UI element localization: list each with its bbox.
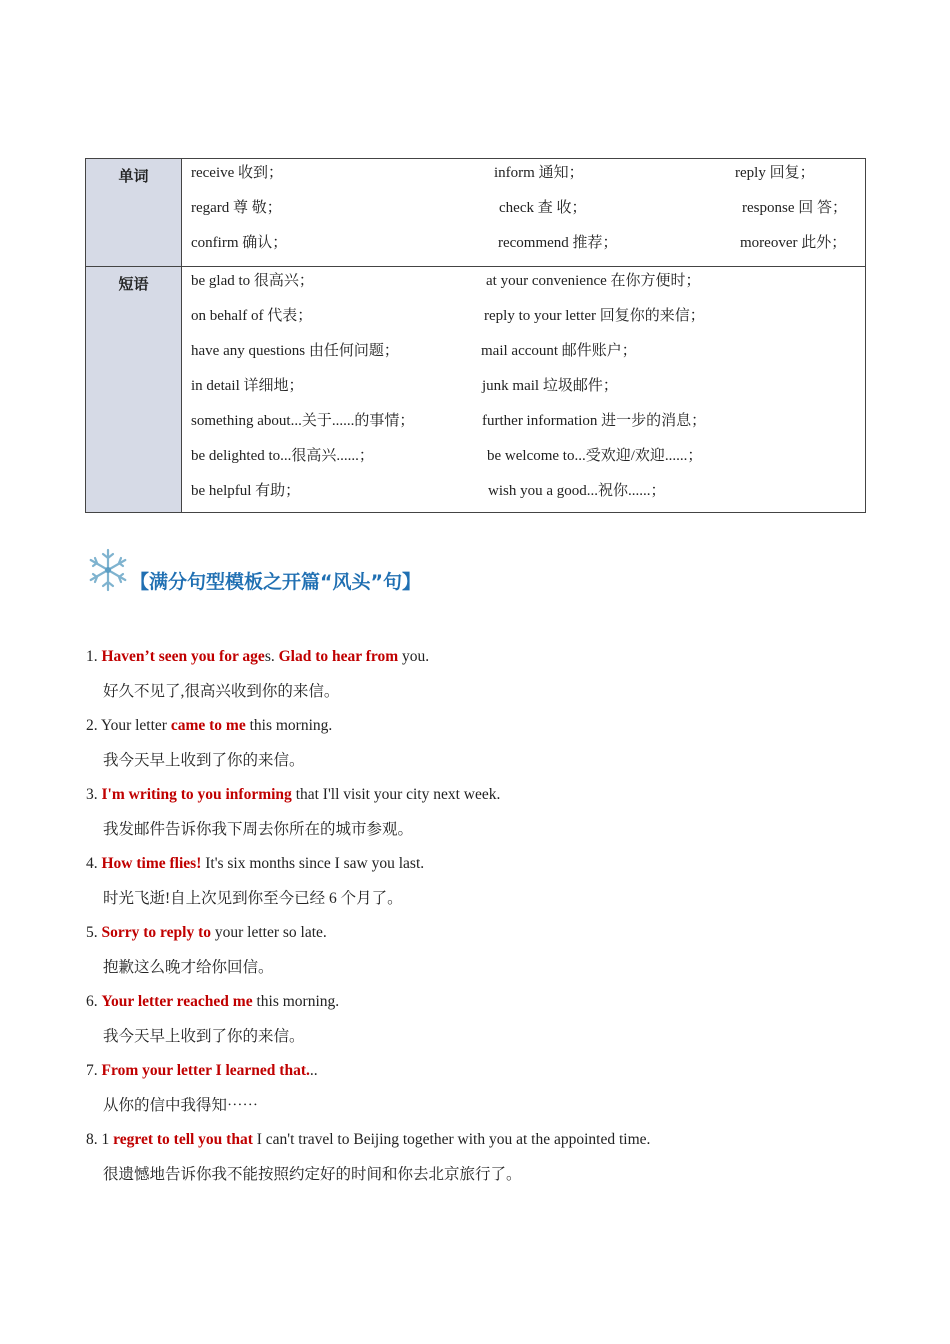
sentence-number: 1. — [86, 648, 102, 665]
english-sentence — [86, 921, 327, 945]
phrases-row — [86, 267, 866, 513]
phrase-entry: reply to your letter 回复你的来信； — [484, 308, 705, 324]
chinese-translation: 很遗憾地告诉你我不能按照约定好的时间和你去北京旅行了。 — [103, 1166, 522, 1183]
sentence-text: that I'll visit your city next week. — [291, 786, 501, 803]
highlighted-phrase: From your letter I learned that. — [101, 1062, 310, 1079]
phrase-entry: in detail 详细地； — [191, 378, 304, 394]
phrase-entry: mail account 邮件账户； — [481, 343, 637, 359]
word-entry: regard 尊 敬； — [191, 200, 282, 216]
highlighted-phrase: Glad to hear from — [278, 648, 399, 665]
highlighted-phrase: regret to tell you that — [113, 1131, 253, 1148]
section-title: 【满分句型模板之开篇“风头”句】 — [130, 571, 421, 593]
phrases-line — [191, 302, 865, 337]
sentence-item — [86, 852, 886, 921]
sentence-number: 8. — [86, 1131, 102, 1148]
english-sentence — [86, 990, 339, 1014]
highlighted-phrase: Sorry to reply to — [101, 924, 211, 941]
sentence-number: 4. — [86, 855, 102, 872]
english-sentence — [86, 852, 424, 876]
sentence-item — [86, 1128, 886, 1197]
sentence-item — [86, 645, 886, 714]
phrases-label: 短语 — [86, 267, 182, 513]
sentence-text: 1 — [101, 1131, 114, 1148]
highlighted-phrase: How time flies! — [101, 855, 202, 872]
chinese-translation: 我今天早上收到了你的来信。 — [103, 752, 305, 769]
sentence-text: I can't travel to Beijing together with you at the appointed time. — [252, 1131, 651, 1148]
phrase-entry: be welcome to...受欢迎/欢迎......； — [487, 448, 703, 464]
highlighted-phrase: I'm writing to you informing — [101, 786, 292, 803]
word-entry: reply 回复； — [735, 165, 815, 181]
word-entry: confirm 确认； — [191, 235, 288, 251]
phrase-entry: be helpful 有助； — [191, 483, 301, 499]
word-entry: check 查 收； — [499, 200, 587, 216]
sentence-text: Your letter — [100, 717, 171, 734]
sentence-text: .. — [309, 1062, 318, 1079]
sentence-number: 7. — [86, 1062, 102, 1079]
phrase-entry: be delighted to...很高兴......； — [191, 448, 374, 464]
sentence-text: this morning. — [245, 717, 333, 734]
phrase-entry: junk mail 垃圾邮件； — [482, 378, 618, 394]
sentence-item — [86, 990, 886, 1059]
english-sentence — [86, 645, 429, 669]
chinese-translation: 时光飞逝!自上次见到你至今已经 6 个月了。 — [103, 890, 403, 907]
words-row — [86, 159, 866, 267]
sentence-text: your letter so late. — [210, 924, 327, 941]
phrases-cell — [182, 267, 866, 513]
phrases-line — [191, 372, 865, 407]
chinese-translation: 从你的信中我得知⋯⋯ — [103, 1097, 259, 1114]
sentence-item — [86, 783, 886, 852]
english-sentence — [86, 1128, 650, 1152]
snowflake-icon — [86, 547, 130, 593]
word-entry: recommend 推荐； — [498, 235, 618, 251]
highlighted-phrase: came to me — [170, 717, 246, 734]
highlighted-phrase: Your letter reached me — [101, 993, 253, 1010]
words-line — [191, 229, 865, 264]
phrase-entry: be glad to 很高兴； — [191, 273, 314, 289]
phrases-line — [191, 337, 865, 372]
words-cell — [182, 159, 866, 267]
phrase-entry: further information 进一步的消息； — [482, 413, 707, 429]
phrase-entry: at your convenience 在你方便时； — [486, 273, 701, 289]
chinese-translation: 我今天早上收到了你的来信。 — [103, 1028, 305, 1045]
sentence-text: this morning. — [252, 993, 340, 1010]
sentence-list — [86, 645, 886, 1197]
words-line — [191, 194, 865, 229]
word-entry: inform 通知； — [494, 165, 584, 181]
words-line — [191, 159, 865, 194]
english-sentence — [86, 1059, 318, 1083]
word-entry: response 回 答； — [742, 200, 847, 216]
word-entry: receive 收到； — [191, 165, 284, 181]
english-sentence — [86, 783, 500, 807]
chinese-translation: 好久不见了,很高兴收到你的来信。 — [103, 683, 340, 700]
phrases-line — [191, 407, 865, 442]
sentence-number: 3. — [86, 786, 102, 803]
chinese-translation: 我发邮件告诉你我下周去你所在的城市参观。 — [103, 821, 414, 838]
vocabulary-table — [85, 158, 866, 513]
phrase-entry: wish you a good...祝你......； — [488, 483, 666, 499]
phrases-line — [191, 442, 865, 477]
phrase-entry: have any questions 由任何问题； — [191, 343, 399, 359]
highlighted-phrase: Haven’t seen you for age — [101, 648, 265, 665]
sentence-item — [86, 921, 886, 990]
phrase-entry: something about...关于......的事情； — [191, 413, 415, 429]
phrase-entry: on behalf of 代表； — [191, 308, 313, 324]
sentence-text: you. — [398, 648, 430, 665]
sentence-text: It's six months since I saw you last. — [201, 855, 425, 872]
sentence-item — [86, 714, 886, 783]
chinese-translation: 抱歉这么晚才给你回信。 — [103, 959, 274, 976]
sentence-number: 2. — [86, 717, 101, 734]
phrases-line — [191, 477, 865, 512]
word-entry: moreover 此外； — [740, 235, 847, 251]
sentence-text: s. — [264, 648, 279, 665]
sentence-number: 6. — [86, 993, 102, 1010]
english-sentence — [86, 714, 332, 738]
phrases-line — [191, 267, 865, 302]
words-label: 单词 — [86, 159, 182, 267]
sentence-number: 5. — [86, 924, 102, 941]
sentence-item — [86, 1059, 886, 1128]
